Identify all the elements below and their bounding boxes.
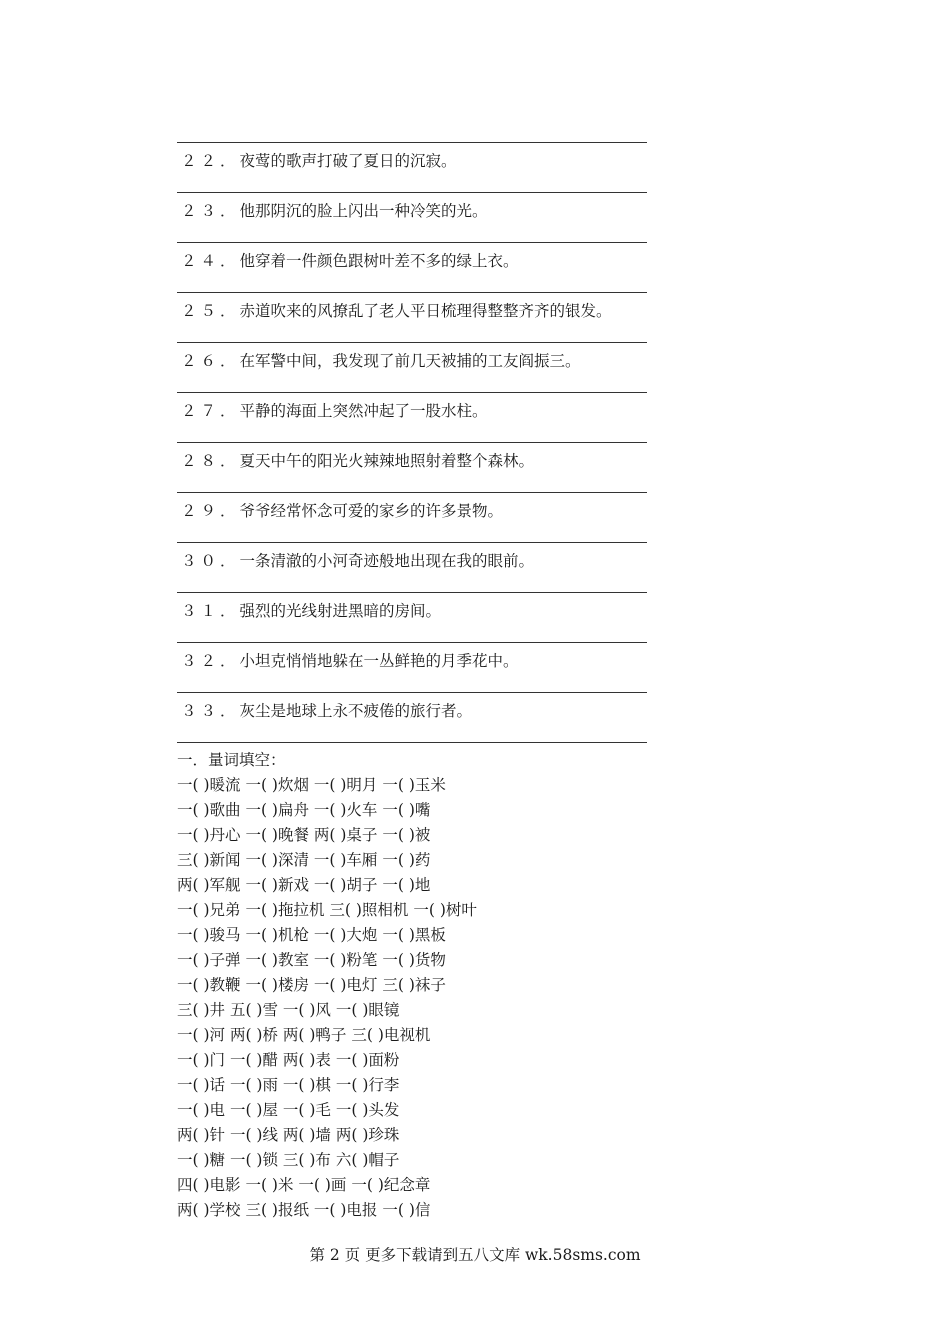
sentence-body: 小坦克悄悄地躲在一丛鲜艳的月季花中。 [239,652,519,670]
exercise-row: 一( )暖流 一( )炊烟 一( )明月 一( )玉米 [177,776,446,794]
sentence-body: 夜莺的歌声打破了夏日的沉寂。 [239,152,457,170]
sentence-number: ３２． [181,652,240,670]
exercise-row: 一( )门 一( )醋 两( )表 一( )面粉 [177,1051,400,1069]
sentence-number: ３１． [181,602,240,620]
sentence-number: ３０． [181,552,240,570]
sentence-body: 赤道吹来的风撩乱了老人平日梳理得整整齐齐的银发。 [239,302,612,320]
sentence-text [181,150,457,172]
sentence-number: ２７． [181,402,240,420]
exercise-row: 两( )军舰 一( )新戏 一( )胡子 一( )地 [177,876,431,894]
section-heading: 一．量词填空： [177,751,286,769]
sentence-number: ２２． [181,152,240,170]
exercise-row: 一( )话 一( )雨 一( )棋 一( )行李 [177,1076,400,1094]
sentence-number: ２６． [181,352,240,370]
sentence-text [181,400,488,422]
exercise-row: 三( )井 五( )雪 一( )风 一( )眼镜 [177,1001,400,1019]
sentence-item [177,643,647,693]
sentence-text [181,250,519,272]
sentence-item [177,493,647,543]
sentence-number: ３３． [181,702,240,720]
sentence-body: 爷爷经常怀念可爱的家乡的许多景物。 [239,502,504,520]
sentence-body: 灰尘是地球上永不疲倦的旅行者。 [239,702,473,720]
exercise-row: 一( )骏马 一( )机枪 一( )大炮 一( )黑板 [177,926,446,944]
measure-word-exercise [177,748,677,1223]
sentence-number: ２５． [181,302,240,320]
sentence-text [181,700,472,722]
sentence-text [181,500,503,522]
sentence-body: 强烈的光线射进黑暗的房间。 [239,602,442,620]
sentence-text [181,300,612,322]
sentence-body: 夏天中午的阳光火辣辣地照射着整个森林。 [239,452,535,470]
sentence-item [177,293,647,343]
sentence-text [181,550,534,572]
sentence-item [177,243,647,293]
exercise-row: 四( )电影 一( )米 一( )画 一( )纪念章 [177,1176,431,1194]
exercise-row: 一( )兄弟 一( )拖拉机 三( )照相机 一( )树叶 [177,901,477,919]
sentence-text [181,600,441,622]
exercise-row: 一( )河 两( )桥 两( )鸭子 三( )电视机 [177,1026,431,1044]
exercise-row: 三( )新闻 一( )深清 一( )车厢 一( )药 [177,851,431,869]
exercise-row: 一( )歌曲 一( )扁舟 一( )火车 一( )嘴 [177,801,431,819]
sentence-text [181,450,534,472]
sentence-number: ２３． [181,202,240,220]
sentence-item [177,543,647,593]
sentence-body: 在军警中间，我发现了前几天被捕的工友阎振三。 [239,352,581,370]
sentence-text [181,200,488,222]
sentence-text [181,650,519,672]
sentence-body: 他那阴沉的脸上闪出一种冷笑的光。 [239,202,488,220]
sentence-number: ２４． [181,252,240,270]
sentence-number: ２８． [181,452,240,470]
sentence-item [177,193,647,243]
sentence-item [177,693,647,743]
exercise-row: 一( )电 一( )屋 一( )毛 一( )头发 [177,1101,400,1119]
sentence-item [177,143,647,193]
page-footer: 第 2 页 更多下载请到五八文库 wk.58sms.com [309,1246,641,1264]
exercise-row: 一( )糖 一( )锁 三( )布 六( )帽子 [177,1151,400,1169]
sentence-item [177,343,647,393]
sentence-item [177,443,647,493]
sentence-body: 平静的海面上突然冲起了一股水柱。 [239,402,488,420]
exercise-row: 两( )学校 三( )报纸 一( )电报 一( )信 [177,1201,431,1219]
exercise-row: 一( )教鞭 一( )楼房 一( )电灯 三( )袜子 [177,976,446,994]
sentence-item [177,593,647,643]
exercise-row: 两( )针 一( )线 两( )墙 两( )珍珠 [177,1126,400,1144]
sentence-body: 他穿着一件颜色跟树叶差不多的绿上衣。 [239,252,519,270]
sentence-text [181,350,581,372]
sentence-item [177,393,647,443]
sentence-list [177,143,647,743]
sentence-body: 一条清澈的小河奇迹般地出现在我的眼前。 [239,552,535,570]
exercise-row: 一( )子弹 一( )教室 一( )粉笔 一( )货物 [177,951,446,969]
sentence-number: ２９． [181,502,240,520]
exercise-row: 一( )丹心 一( )晚餐 两( )桌子 一( )被 [177,826,431,844]
